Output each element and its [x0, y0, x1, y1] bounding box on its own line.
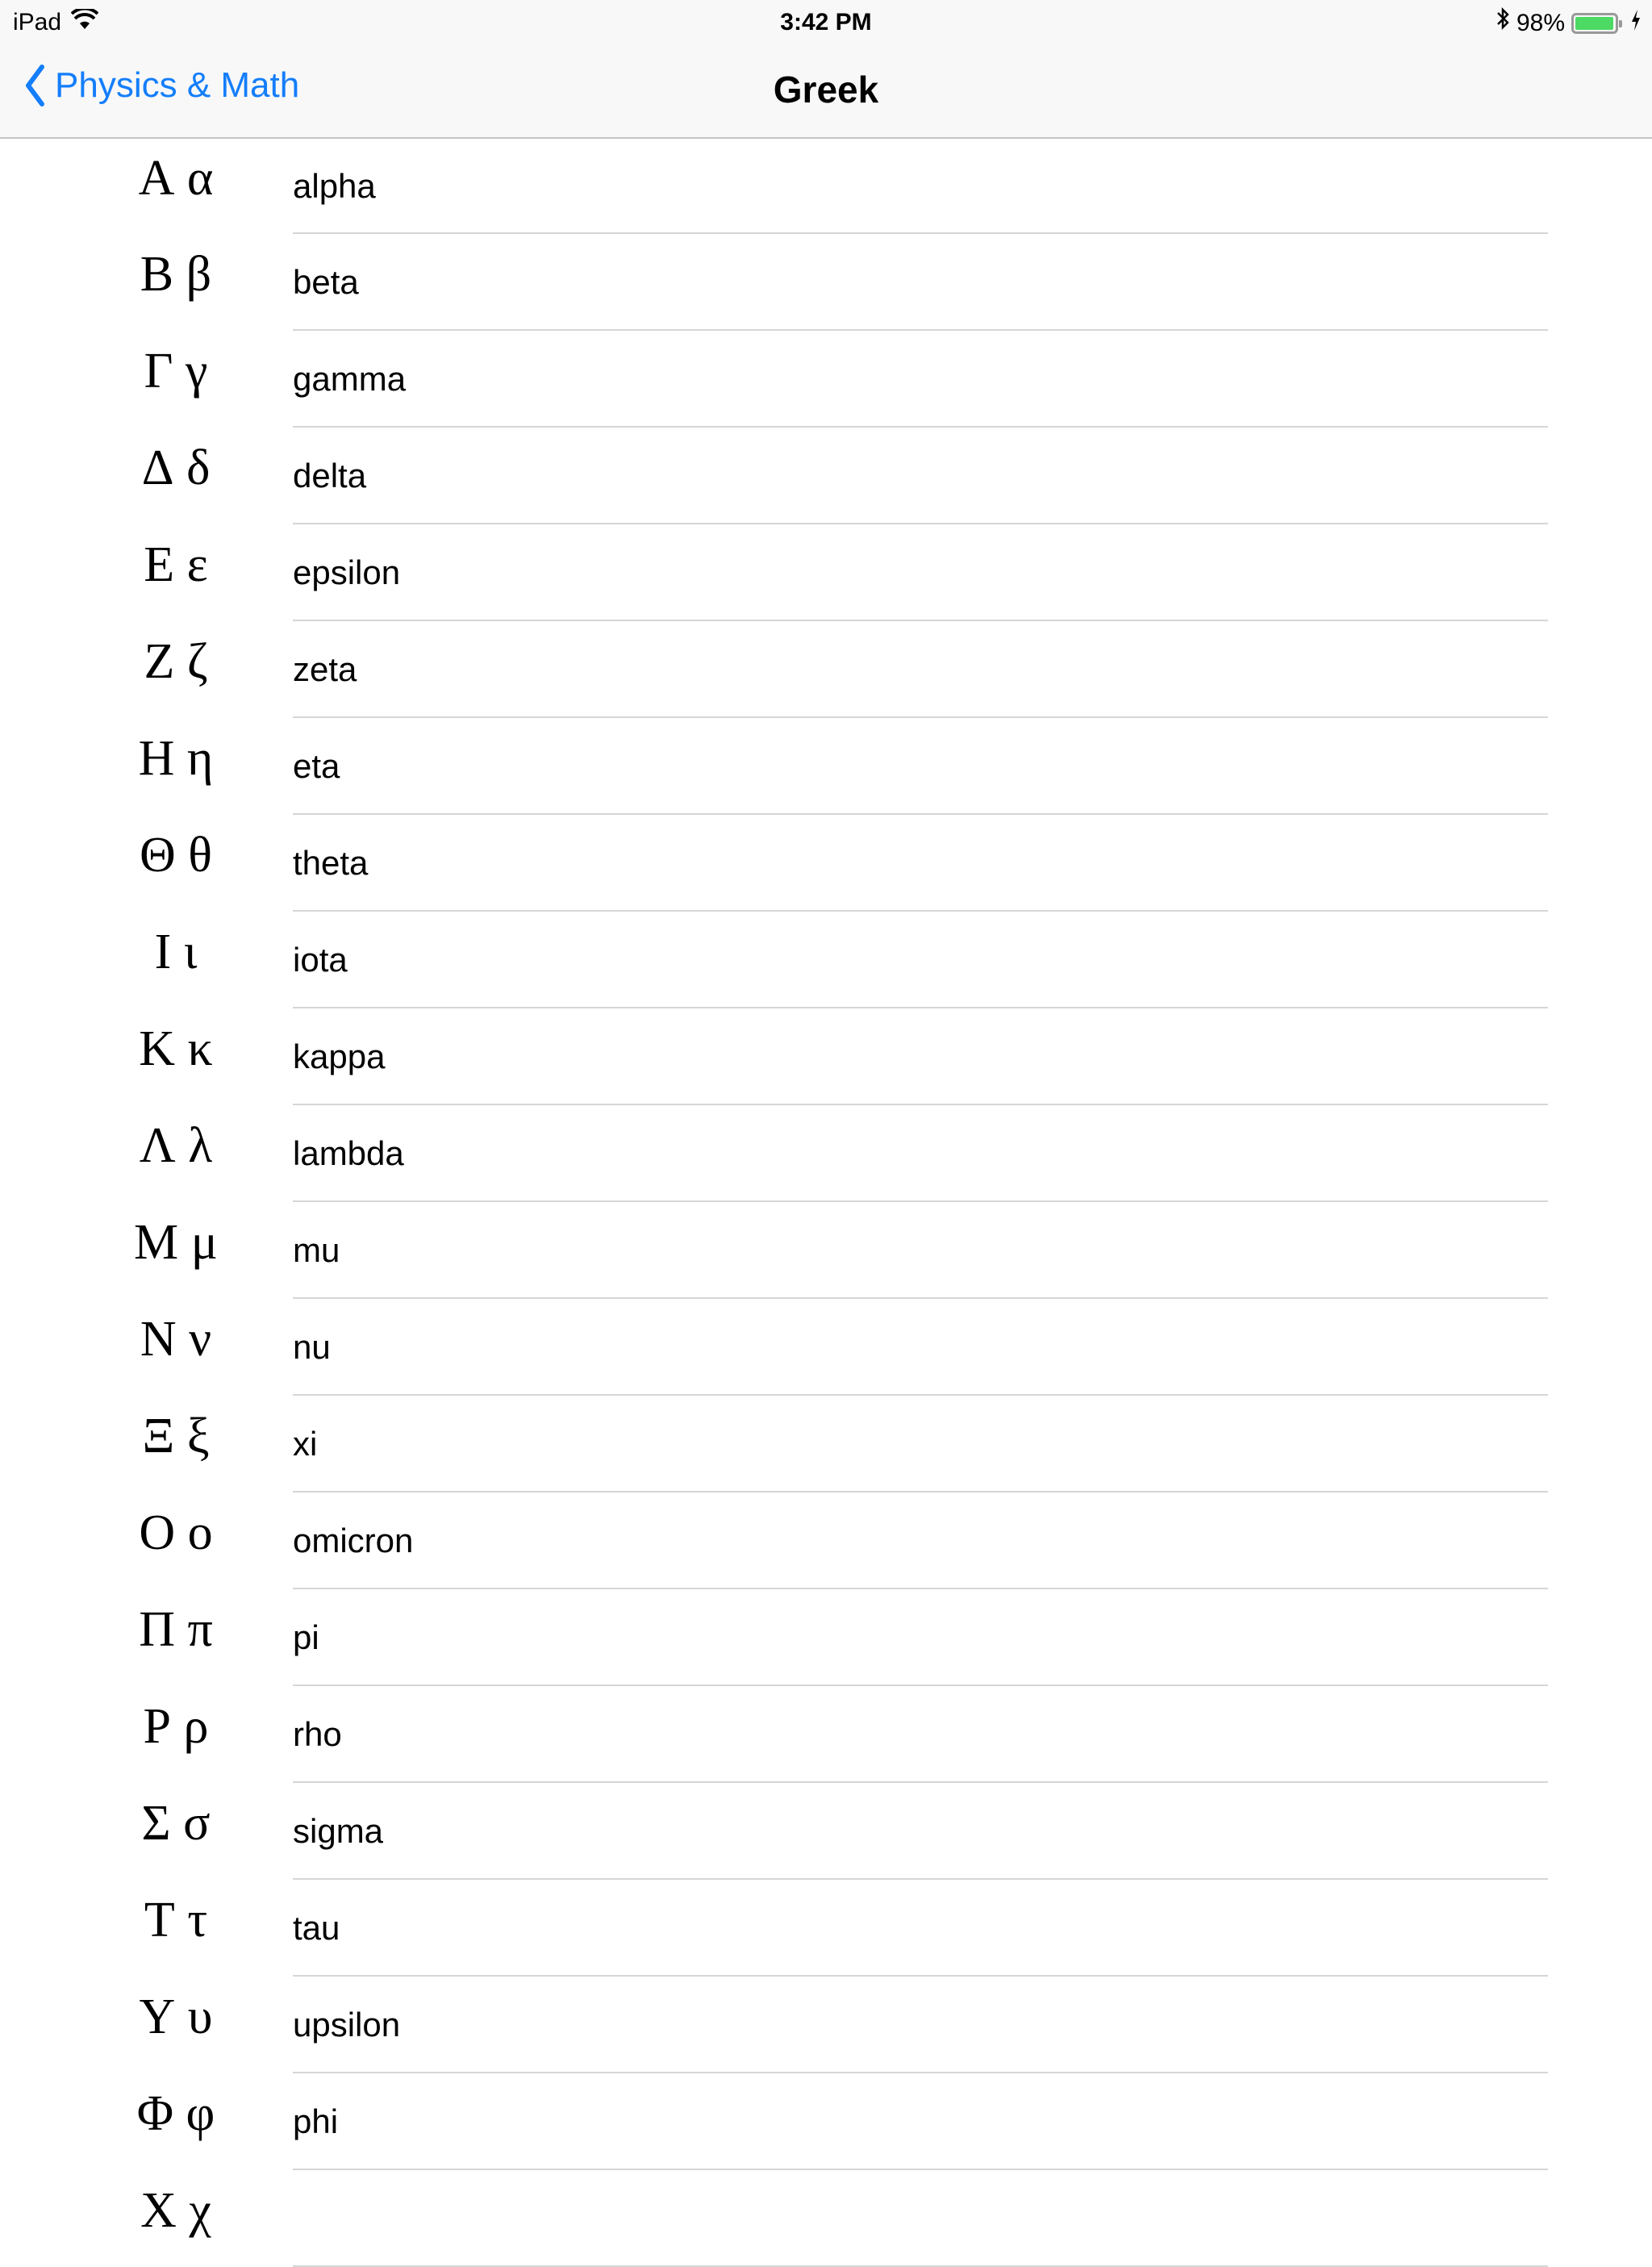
- letter-glyphs: [95, 1581, 257, 1678]
- list-item[interactable]: [0, 1008, 1652, 1105]
- greek-letter-list: [0, 139, 1652, 2267]
- uppercase-letter: Ο: [139, 1505, 176, 1560]
- uppercase-letter: Δ: [141, 440, 174, 495]
- uppercase-letter: Β: [140, 246, 174, 302]
- letter-glyphs: [95, 613, 257, 710]
- list-item[interactable]: [0, 524, 1652, 621]
- letter-name: phi: [293, 2102, 339, 2140]
- letter-glyphs: [95, 1775, 257, 1872]
- lowercase-letter: φ: [186, 2085, 215, 2141]
- battery-icon: [1571, 13, 1618, 34]
- list-item[interactable]: [0, 1299, 1652, 1396]
- letter-name: delta: [293, 457, 367, 495]
- list-item[interactable]: [0, 1493, 1652, 1589]
- letter-glyphs: [95, 904, 257, 1000]
- battery-percent: 98%: [1516, 9, 1565, 36]
- letter-glyphs: [95, 1872, 257, 1968]
- list-item[interactable]: [0, 139, 1652, 234]
- uppercase-letter: Α: [138, 150, 175, 206]
- uppercase-letter: Κ: [139, 1021, 176, 1076]
- lowercase-letter: ζ: [186, 633, 208, 689]
- navigation-bar: [0, 0, 1652, 139]
- lowercase-letter: χ: [189, 2182, 211, 2238]
- letter-name: epsilon: [293, 553, 401, 591]
- lowercase-letter: ε: [186, 536, 208, 592]
- uppercase-letter: Τ: [144, 1892, 175, 1948]
- list-item[interactable]: [0, 428, 1652, 524]
- letter-name: iota: [293, 941, 348, 979]
- back-label: Physics & Math: [55, 65, 300, 105]
- letter-glyphs: [95, 1000, 257, 1097]
- letter-glyphs: [95, 1194, 257, 1291]
- lowercase-letter: γ: [185, 343, 208, 399]
- letter-glyphs: [95, 1388, 257, 1484]
- uppercase-letter: Θ: [140, 827, 176, 883]
- list-item[interactable]: [0, 1880, 1652, 1977]
- uppercase-letter: Υ: [139, 1989, 176, 2044]
- page-title: Greek: [773, 69, 879, 111]
- device-label: iPad: [13, 9, 62, 35]
- letter-name: theta: [293, 844, 369, 882]
- uppercase-letter: Ν: [140, 1311, 177, 1367]
- uppercase-letter: Ι: [154, 924, 172, 979]
- uppercase-letter: Μ: [134, 1214, 179, 1270]
- letter-glyphs: [95, 2065, 257, 2162]
- letter-name: kappa: [293, 1037, 386, 1075]
- letter-name: rho: [293, 1715, 342, 1753]
- letter-name: zeta: [293, 650, 357, 688]
- uppercase-letter: Σ: [141, 1795, 171, 1851]
- letter-name: xi: [293, 1425, 318, 1463]
- list-item[interactable]: [0, 1589, 1652, 1686]
- lowercase-letter: λ: [188, 1117, 213, 1173]
- lowercase-letter: α: [186, 150, 214, 206]
- list-item[interactable]: [0, 234, 1652, 331]
- lowercase-letter: η: [186, 730, 214, 786]
- letter-glyphs: [95, 1678, 257, 1775]
- letter-glyphs: [95, 516, 257, 613]
- uppercase-letter: Γ: [144, 343, 173, 399]
- letter-name: upsilon: [293, 2006, 401, 2044]
- uppercase-letter: Η: [138, 730, 175, 786]
- status-right: [1496, 6, 1641, 40]
- letter-name: nu: [293, 1328, 331, 1366]
- uppercase-letter: Ρ: [143, 1698, 172, 1754]
- lowercase-letter: ν: [189, 1311, 212, 1367]
- bluetooth-icon: [1496, 6, 1510, 40]
- list-item[interactable]: [0, 1105, 1652, 1202]
- letter-name: beta: [293, 263, 359, 301]
- charging-icon: [1631, 7, 1641, 40]
- letter-glyphs: [95, 2162, 257, 2259]
- lowercase-letter: μ: [190, 1214, 218, 1270]
- letter-name: eta: [293, 747, 340, 785]
- letter-glyphs: [95, 420, 257, 516]
- letter-glyphs: [95, 323, 257, 420]
- letter-glyphs: [95, 1097, 257, 1194]
- lowercase-letter: υ: [187, 1989, 213, 2044]
- letter-name: tau: [293, 1909, 340, 1947]
- list-item[interactable]: [0, 815, 1652, 912]
- lowercase-letter: τ: [187, 1892, 208, 1948]
- lowercase-letter: ι: [183, 924, 198, 979]
- lowercase-letter: θ: [188, 827, 212, 883]
- lowercase-letter: β: [186, 246, 212, 302]
- letter-glyphs: [95, 131, 257, 226]
- lowercase-letter: ρ: [183, 1698, 209, 1754]
- list-item[interactable]: [0, 2170, 1652, 2267]
- list-item[interactable]: [0, 1977, 1652, 2073]
- list-item[interactable]: [0, 912, 1652, 1008]
- letter-glyphs: [95, 226, 257, 323]
- letter-glyphs: [95, 1291, 257, 1388]
- list-item[interactable]: [0, 1783, 1652, 1880]
- letter-name: omicron: [293, 1522, 414, 1559]
- letter-name: mu: [293, 1231, 340, 1269]
- letter-glyphs: [95, 1484, 257, 1581]
- letter-name: sigma: [293, 1812, 384, 1850]
- list-item[interactable]: [0, 621, 1652, 718]
- letter-glyphs: [95, 710, 257, 807]
- letter-name: pi: [293, 1618, 319, 1656]
- lowercase-letter: σ: [183, 1795, 211, 1851]
- lowercase-letter: ξ: [186, 1408, 210, 1463]
- list-item[interactable]: [0, 1686, 1652, 1783]
- uppercase-letter: Λ: [139, 1117, 176, 1173]
- letter-glyphs: [95, 1968, 257, 2065]
- uppercase-letter: Ζ: [144, 633, 175, 689]
- list-item[interactable]: [0, 1202, 1652, 1299]
- uppercase-letter: Ξ: [142, 1408, 175, 1463]
- list-item[interactable]: [0, 1396, 1652, 1493]
- lowercase-letter: δ: [186, 440, 211, 495]
- letter-name: lambda: [293, 1134, 404, 1172]
- lowercase-letter: ο: [187, 1505, 213, 1560]
- letter-name: alpha: [293, 167, 376, 205]
- list-item[interactable]: [0, 331, 1652, 428]
- list-item[interactable]: [0, 2073, 1652, 2170]
- uppercase-letter: Χ: [140, 2182, 177, 2238]
- uppercase-letter: Ε: [144, 536, 175, 592]
- lowercase-letter: π: [187, 1601, 213, 1657]
- uppercase-letter: Φ: [136, 2085, 174, 2141]
- status-time: 3:42 PM: [780, 9, 872, 35]
- uppercase-letter: Π: [139, 1601, 175, 1657]
- list-item[interactable]: [0, 718, 1652, 815]
- lowercase-letter: κ: [187, 1021, 213, 1076]
- letter-glyphs: [95, 807, 257, 904]
- letter-name: gamma: [293, 360, 407, 398]
